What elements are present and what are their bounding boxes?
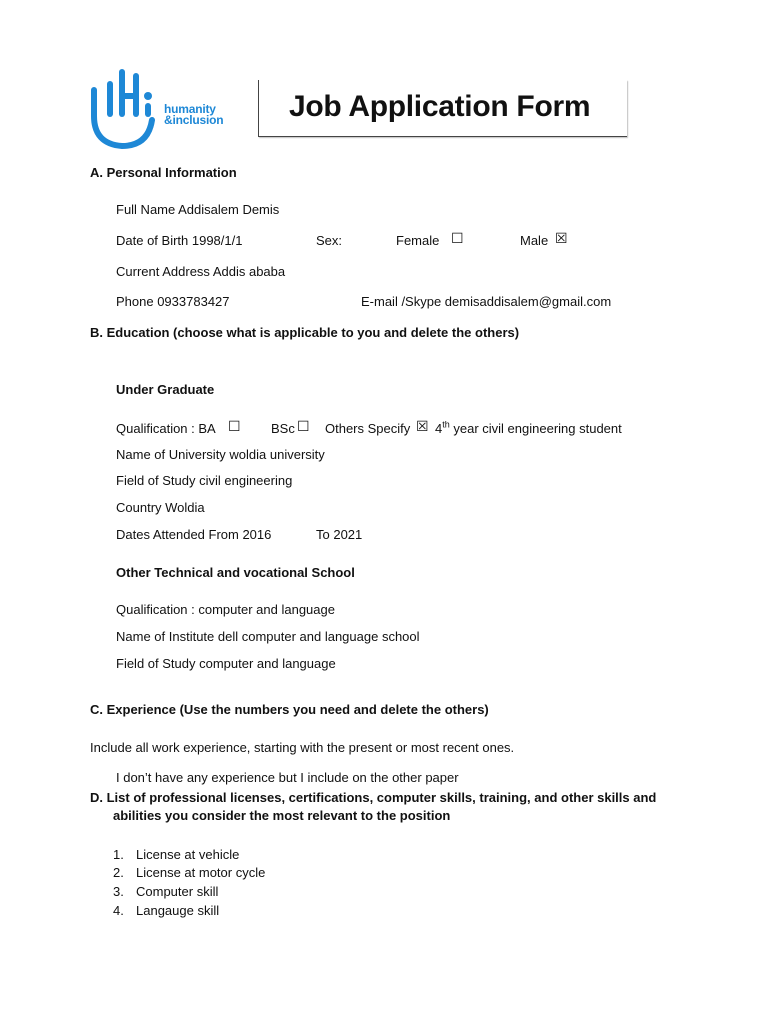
dates-to: To 2021 [316,527,363,542]
email-field: E-mail /Skype demisaddisalem@gmail.com [361,294,612,309]
qualification-label: Qualification : BA [116,421,216,436]
ba-checkbox[interactable]: ☐ [228,419,241,435]
phone-field: Phone 0933783427 [116,294,230,309]
section-c-heading: C. Experience (Use the numbers you need and delete the others) [90,702,489,717]
list-item [113,903,219,919]
page-title: Job Application Form [289,90,591,123]
list-item-text: License at vehicle [136,847,240,862]
others-specify-label: Others Specify [325,421,411,436]
title-box [258,80,627,137]
dates-from: Dates Attended From 2016 [116,527,272,542]
country-field: Country Woldia [116,500,205,515]
technical-school-heading: Other Technical and vocational School [116,565,355,580]
list-item [113,884,218,900]
others-checkbox[interactable]: ☒ [416,419,429,435]
bsc-checkbox[interactable]: ☐ [297,419,310,435]
list-item [113,865,265,881]
year-number: 4 [435,421,443,436]
list-item-text: Langauge skill [136,903,220,918]
technical-qualification: Qualification : computer and language [116,602,335,617]
list-item [113,847,239,863]
section-d-heading: D. List of professional licenses, certifications, computer skills, training, and other skills and [90,790,657,805]
logo-text-line1: humanity [164,102,216,116]
section-d-heading-cont: abilities you consider the most relevant to the position [113,808,451,823]
address-field: Current Address Addis ababa [116,264,286,279]
others-specify-text: year civil engineering student [453,421,622,436]
list-item-number: 3. [113,884,124,899]
university-field: Name of University woldia university [116,447,325,462]
section-a-heading: A. Personal Information [90,165,237,180]
dob-field: Date of Birth 1998/1/1 [116,233,243,248]
others-specify-value [435,421,622,437]
male-label: Male [520,233,549,248]
list-item-text: License at motor cycle [136,865,266,880]
section-b-heading: B. Education (choose what is applicable to you and delete the others) [90,325,520,340]
under-graduate-heading: Under Graduate [116,382,215,397]
bsc-label: BSc [271,421,295,436]
humanity-inclusion-logo-icon [86,66,162,152]
list-item-number: 4. [113,903,124,918]
list-item-text: Computer skill [136,884,219,899]
list-item-number: 2. [113,865,124,880]
field-of-study: Field of Study civil engineering [116,473,293,488]
logo-text-line2: &inclusion [164,113,224,127]
full-name-field: Full Name Addisalem Demis [116,202,280,217]
sex-label: Sex: [316,233,343,248]
experience-intro: Include all work experience, starting with the present or most recent ones. [90,740,515,755]
list-item-number: 1. [113,847,124,862]
female-label: Female [396,233,440,248]
technical-field: Field of Study computer and language [116,656,336,671]
male-checkbox[interactable]: ☒ [555,231,568,247]
experience-note: I don’t have any experience but I include on the other paper [116,770,459,785]
institute-name: Name of Institute dell computer and language school [116,629,420,644]
year-suffix: th [442,419,450,430]
female-checkbox[interactable]: ☐ [451,231,464,247]
